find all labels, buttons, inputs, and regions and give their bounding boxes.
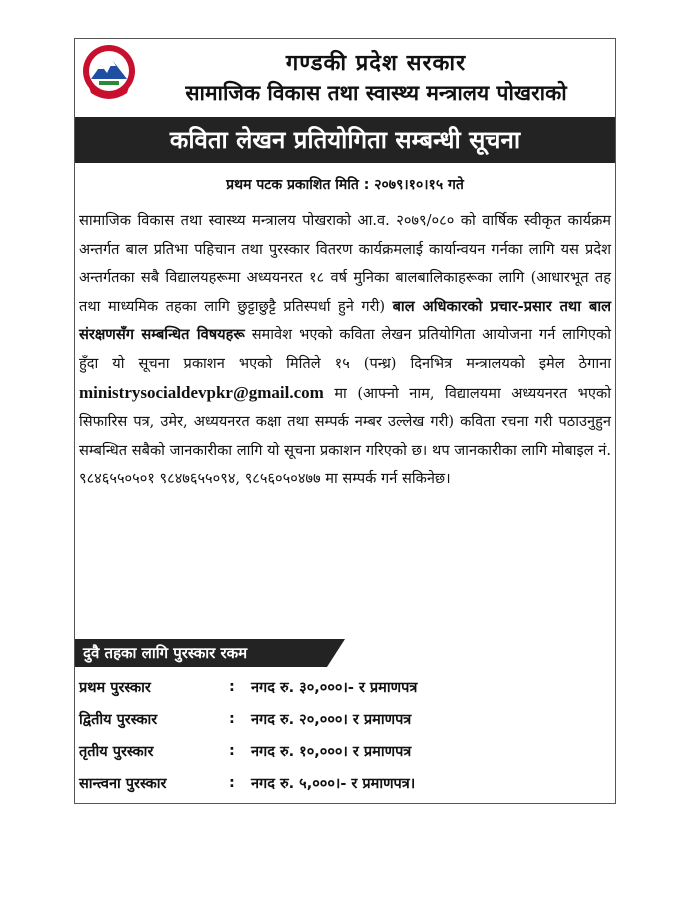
prize-value: नगद रु. ३०,०००।- र प्रमाणपत्र <box>251 680 418 696</box>
prize-row <box>79 671 599 703</box>
body-part-3: मा (आफ्नो नाम, विद्यालयमा अध्ययनरत भएको सिफारिस पत्र, उमेर, अध्ययनरत कक्षा तथा सम्पर्क नम्बर उल्लेख गरी) कविता रचना गरी पठाउनुहुन सम्बन्धित सबैको जानकारीका लागि यो सूचना प्रकाशन गरिएको छ। थप जानकारीका लागि मोबाइल नं. ९८४६५५०५०१ ९८४७६५५०९४, ९८५६०५०४७७ मा सम्पर्क गर्न सकिनेछ। <box>79 384 611 488</box>
prize-label: तृतीय पुरस्कार <box>79 744 154 760</box>
prize-table <box>79 671 599 799</box>
prize-row <box>79 703 599 735</box>
body-part-2: समावेश भएको कविता लेखन प्रतियोगिता आयोजना गर्न लागिएको हुँदा यो सूचना प्रकाशन भएको मितिले १५ (पन्ध्र) दिनभित्र मन्त्रालयको इमेल ठेगाना <box>79 326 611 372</box>
notice-document <box>74 38 616 804</box>
prize-value: नगद रु. १०,०००। र प्रमाणपत्र <box>251 744 412 760</box>
prize-row <box>79 735 599 767</box>
prize-value: नगद रु. २०,०००। र प्रमाणपत्र <box>251 712 412 728</box>
prize-separator: : <box>229 743 235 759</box>
body-part-1: सामाजिक विकास तथा स्वास्थ्य मन्त्रालय पोखराको आ.व. २०७९/०८० को वार्षिक स्वीकृत कार्यक्रम अन्तर्गत बाल प्रतिभा पहिचान तथा पुरस्कार वितरण कार्यक्रमलाई कार्यान्वयन गर्नका लागि यस प्रदेश अन्तर्गतका सबै विद्यालयहरूमा अध्ययनरत १८ वर्ष मुनिका बालबालिकाहरूका लागि (आधारभूत तह तथा माध्यमिक तहका लागि छुट्टाछुट्टै प्रतिस्पर्धा हुने गरी) <box>79 212 611 315</box>
prize-heading-text: दुवै तहका लागि पुरस्कार रकम <box>83 644 248 662</box>
notice-paragraph <box>79 207 611 494</box>
prize-row <box>79 767 599 799</box>
notice-banner: कविता लेखन प्रतियोगिता सम्बन्धी सूचना <box>75 117 615 163</box>
prize-label: द्वितीय पुरस्कार <box>79 712 158 728</box>
nepal-government-emblem-icon <box>81 43 137 103</box>
email-address: ministrysocialdevpkr@gmail.com <box>79 382 324 402</box>
notice-body <box>79 207 611 494</box>
prize-separator: : <box>229 711 235 727</box>
ministry-title: सामाजिक विकास तथा स्वास्थ्य मन्त्रालय पोखराको <box>185 81 567 105</box>
header <box>75 39 615 113</box>
prize-value: नगद रु. ५,०००।- र प्रमाणपत्र। <box>251 776 416 792</box>
prize-label: प्रथम पुरस्कार <box>79 680 151 696</box>
prize-separator: : <box>229 775 235 791</box>
prize-separator: : <box>229 679 235 695</box>
body-bold-topic: बाल अधिकारको प्रचार-प्रसार तथा बाल संरक्षणसँग सम्बन्धित विषयहरू <box>79 297 611 344</box>
publication-date: प्रथम पटक प्रकाशित मिति : २०७९।१०।१५ गते <box>226 177 464 193</box>
prize-label: सान्त्वना पुरस्कार <box>79 776 167 792</box>
government-title: गण्डकी प्रदेश सरकार <box>285 51 467 76</box>
prize-heading <box>75 639 355 667</box>
